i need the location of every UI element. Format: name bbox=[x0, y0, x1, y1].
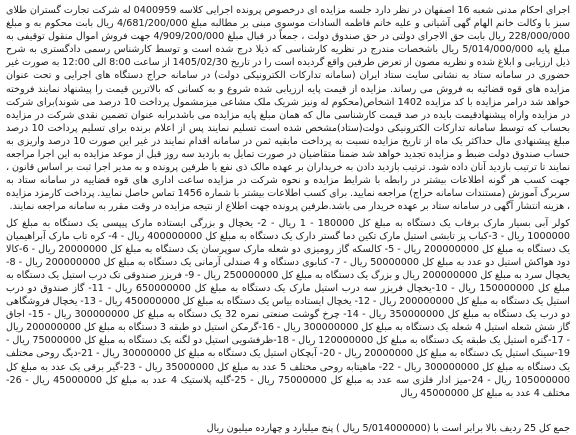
auction-notice-paragraph: اجرای احکام مدنی شعبه 16 اصفهان در نظر دارد جلسه مزایده ای درخصوص پرونده اجرایی کلاسه 0400959 له شرکت تجارت گستران طلای سبز با وکالت خانم الهام گهی آشیانی و علیه خانم فاطمه السادات موسوی مبنی بر مطالبه مبلغ 4/681/200/000 ریال بابت محکوم به و مبلغ 228/000/000 ریال بابت حق الاجرای دولتی در حق صندوق دولت ، جمعاً در قبال مبلغ 4/909/200/000 جهت فروش اموال منقول توقیفی به مبلغ پایه 5/014/000/000 ریال باشخصات مندرج در نظریه کارشناسی که ذیلا درج شده است و توسط کارشناس رسمی دادگستری به شرح ذیل ارزیابی و ابلاغ شده و نظریه مصون از تعرض طرفین واقع گردیده است را در تاریخ 1405/02/30 از ساعت 8:00 الی 12:00 به صورت غیر حضوری در سامانه ستاد به نشانی سایت ستاد ایران (سامانه تدارکات الکترونیکی دولت) در سامانه حراج دستگاه های اجرایی و تحت عنوان مزایده های قوه قضائیه به فروش می رساند. مزایده از قیمت پایه ارزیابی شده شروع و به کسانی که بالاترین قیمت را پیشنهاد نمایند فروخته خواهد شد درامر مزایده با کد مزایده 1402 اشخاص(محکوم له ونیز شریک ملک مشاعی میزمشمول پرداخت 10 درصد می شوند)برای شرکت در مزایده واراه پیشنهادقیمت بایده در صد قیمت کارشناسی مال که همان مبلغ پایه مزایده می باشدبرابه عنوان تضمین نقدی شرکت در مزایده بحساب که توسط سامانه تدارکات الکترونیکی دولت(ستاد)مشخص شده است تسلیم نمایند پس از اعلام برنده برای تسلیم پرداخت 10 درصد مبلغ پیشنهادی مال حداکثر یک ماه از تاریخ مزایده نسبت به پرداخت مابقیه ثمن در سامانه اقدام نمایند در غیر این صورت 10 درصد واریزی به حساب صندوق دولت ضبط و مزایده تجدید خواهد شد ضمنا متقاضیان در صورت تمایل به بازدید سه روز قبل از موعد مزایده به این اجرا مراجعه نمایند تا ترتیب بازدید آنان داده شود. ترتیب بازدید دادن به خریداران بر عهده مالک ذی نفع یا طرفین پرونده و به مدیر اجرا ثبت بر اساس قانون ، جهت کسب هر گونه اطلاعات بیشتر در رابطه با شرایط مزایده و نحوه شرکت در مزایده ساعت اداری های قوه قضاییه در سامانه ستاد به سربرگ آموزش (مستندات سامانه حراج) مراجعه نمایید. برای کسب اطلاعات بیشتر با شماره 1456 تماس حاصل نمایید. پرداخت کارمزد مزایده ، هزینه انتشار آگهی در سامانه ستاد بر عهده خریدار می باشد.طرفین پرونده جهت اطلاع از نتیجه مزایده در وقت مقرر به سامانه مراجعه نمایند. bbox=[6, 5, 570, 213]
total-sum-paragraph: جمع کل 25 ردیف بالا برابر است با (5/014000000 ریال ) پنج میلیارد و چهارده میلیون ریال bbox=[206, 422, 570, 434]
items-list-paragraph: کولر آبی بسیار مارک برفاب یک دستگاه به مبلغ کل 180000 - 1 ریال - 2- یخچال و بزرگی ایستاده مارک پیپسی یک دستگاه به مبلغ کل 1000000 ریال - 3-کباب پز تابشی استیل مارک تکین دما گستر دارک یک دستگاه به مبلغ کل 400000000 ریال - 4- کره تاب مارک آبراهیمیان یک دستگاه به مبلغ کل 200000000 ریال - 5- کالسکه گاز رومیزی دو شعله مارک سوپرسان یک دستگاه به مبلغ کل 20000000 ریال - 6-کالا دود هواکش استیل دو عدد به مبلغ کل 50000000 ریال - 7- کنابوی دستگاه و 4 صندلی آرمانی یک دستگاه به مبلغ کل 200000000 ریال - 8- یخچال سرد به مبلغ کل 200000000 ریال و بزرگ یک دستگاه به مبلغ کل 250000000 ریال - 9- فریزر صندوقی تک درب استیل یک دستگاه به مبلغ کل 150000000 ریال - 10-یخچال فریزر سه درب استیل مارک یک دستگاه به مبلغ کل 650000000 ریال - 11- گاز صندوق دو درب استیل یک دستگاه به مبلغ کل 200000000 ریال - 12- یخچال ایستاده بیاس یک دستگاه به مبلغ کل 450000000 ریال - 13- یخچال فروشگاهی دو درب یک دستگاه به مبلغ کل 350000000 ریال - 14- چرخ گوشت صنعتی نمره 32 یک دستگاه به مبلغ کل 300000000 ریال - 15- اجاق گاز شش شعله استیل 4 شعله یک دستگاه به مبلغ کل 300000000 ریال - 16-گرمکن استیل دو طبقه 3 دستگاه به مبلغ کل 200000000 ریال - 17-گتره استیل یک طبقه یک دستگاه به مبلغ کل 120000000 ریال - 18-ظرفشویی استیل دو لگنه یک دستگاه به مبلغ کل 75000000 ریال - 19-سینک استیل یک دستگاه به مبلغ کل 20000000 ریال - 20- آبچکان استیل یک دستگاه به مبلغ کل 30000000 ریال - 21-دیگ روحی مختلف یک دستگاه به مبلغ کل 300000000 ریال - 22- ماهیتابه روحی مختلف 5 عدد به مبلغ کل 35000000 ریال - 23-گیر برقی یک عدد به مبلغ کل 105000000 ریال - 24-میز ادار فلزی سه عدد به مبلغ کل 75000000 ریال - 25-گلیه پلاستیک 4 عدد به مبلغ کل 45000000 ریال - 26- مختلف 4 عدد به مبلغ کل 45000000 ریال bbox=[6, 217, 570, 399]
legal-notice-document bbox=[4, 2, 572, 434]
